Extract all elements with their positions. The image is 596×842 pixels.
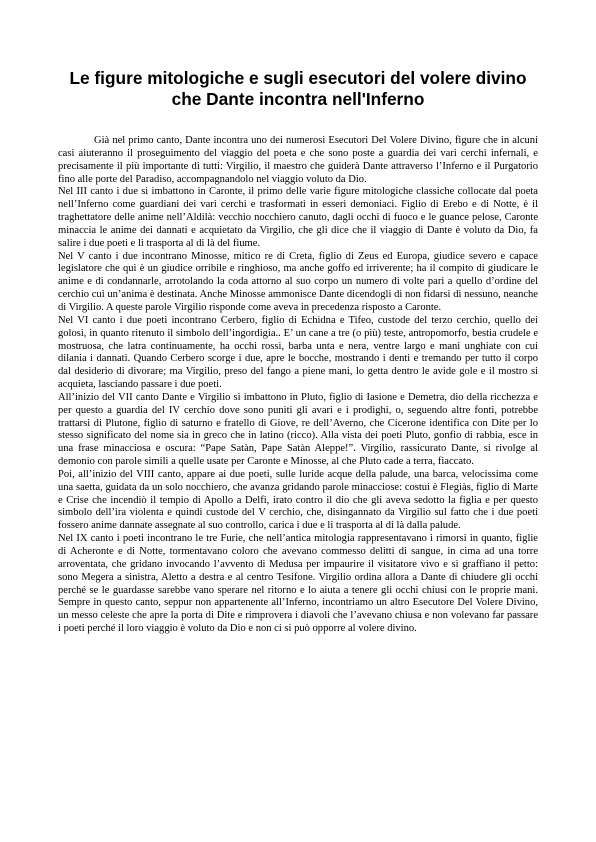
paragraph-canto-vi: Nel VI canto i due poeti incontrano Cerbero, figlio di Echidna e Tifeo, custode del terzo cerchio, quello dei golosi, in quanto ritenuto il simbolo dell’ingordigia.. E’ un cane a tre (o più) teste, antropomorfo, bestia crudele e mostruosa, che latra continuamente, ha occhi rossi, barba unta e nera, ventre largo e mani unghiate con cui dilania i dannati. Quando Cerbero scorge i due, apre le bocche, mostrando i denti e tremando per tutto il corpo dal desiderio di divorare; ma Virgilio, preso del fango a piene mani, lo getta dentro le avide gole e il mostro si acquieta, lasciando passare i due poeti. <box>58 314 538 391</box>
title-line-1: Le figure mitologiche e sugli esecutori del volere divino <box>69 68 527 88</box>
document-body <box>58 135 538 636</box>
paragraph-canto-ix: Nel IX canto i poeti incontrano le tre Furie, che nell’antica mitologia rappresentavano i rimorsi in quanto, figlie di Acheronte e di Notte, tormentavano coloro che avevano commesso delitti di sangue, in cima ad una torre arroventata, che gridano invocando l’avvento di Medusa per impaurire il visitatore vivo e si graffiano il petto: sono Megera a sinistra, Aletto a destra e al centro Tesifone. Virgilio ordina allora a Dante di chiudere gli occhi perché se le guardasse sarebbe vano sperare nel ritorno e lo aiuta a tenere gli occhi chiusi con le proprie mani. Sempre in questo canto, seppur non appartenente all’Inferno, incontriamo un altro Esecutore Del Volere Divino, un messo celeste che apre la porta di Dite e rimprovera i diavoli che l’avevano chiusa e non volevano far passare i poeti perché il loro viaggio è voluto da Dio e non ci si può opporre al volere divino. <box>58 533 538 635</box>
document-title <box>58 68 538 110</box>
paragraph-canto-v: Nel V canto i due incontrano Minosse, mitico re di Creta, figlio di Zeus ed Europa, giudice severo e capace legislatore che qui è un giudice orribile e ringhioso, ma anche goffo ed irriverente; ha il compito di giudicare le anime e di condannarle, arrotolando la coda attorno al suo corpo un numero di volte pari a quello d’ordine del cerchio cui un’anima è destinata. Anche Minosse ammonisce Dante dicendogli di non fidarsi di nessuno, neanche di Virgilio. A queste parole Virgilio risponde come aveva in precedenza risposto a Caronte. <box>58 250 538 313</box>
paragraph-intro: Già nel primo canto, Dante incontra uno dei numerosi Esecutori Del Volere Divino, figure che in alcuni casi aiuteranno il proseguimento del viaggio del poeta e che sono poste a guardia dei vari cerchi infernali, e precisamente il più importante di tutti: Virgilio, il maestro che guiderà Dante attraverso l’Inferno e il Purgatorio fino alle porte del Paradiso, accompagnandolo nel viaggio voluto da Dio. <box>58 135 538 185</box>
paragraph-canto-viii: Poi, all’inizio del VIII canto, appare ai due poeti, sulle luride acque della palude, una barca, velocissima come una saetta, guidata da un solo nocchiero, che avanza gridando parole minacciose: costui è Flegiàs, figlio di Marte e Crise che incendiò il tempio di Apollo a Delfi, irato contro il dio che gli aveva sedotto la figlia e per questo simbolo dell’ira violenta e quindi custode del V cerchio, che, disingannato da Virgilio sul fatto che i due poeti fossero anime dannate assegnate al suo controllo, carica i due e li trasporta al di là dalla palude. <box>58 468 538 532</box>
paragraph-canto-iii: Nel III canto i due si imbattono in Caronte, il primo delle varie figure mitologiche classiche collocate dal poeta nell’Inferno come guardiani dei vari cerchi e trasformati in esseri demoniaci. Figlio di Erebo e di Notte, è il traghettatore delle anime nell’Aldilà: vecchio nocchiero canuto, dagli occhi di fuoco e le guance pelose, Caronte minaccia le anime dei dannati e acquietato da Virgilio, che gli dice che il viaggio di Dante è voluto da Dio, fa salire i due poeti e li trasporta al di là del fiume. <box>58 186 538 249</box>
paragraph-canto-vii: All’inizio del VII canto Dante e Virgilio si imbattono in Pluto, figlio di Iasione e Demetra, dio della ricchezza e per questo a guardia del IV cerchio dove sono puniti gli avari e i prodighi, o, seguendo altre fonti, potrebbe trattarsi di Plutone, figlio di saturno e fratello di Giove, re dell’Averno, che Cicerone identifica con Dite per lo stesso significato del nome sia in greco che in latino (ricco). Alla vista dei poeti Pluto, gonfio di rabbia, esce in una frase minacciosa e oscura: “Pape Satàn, Pape Satàn Aleppe!”. Virgilio, rassicurato Dante, si rivolge al demonio con parole simili a quelle usate per Caronte e Minosse, al che Pluto cade a terra, fiaccato. <box>58 391 538 468</box>
title-line-2: che Dante incontra nell'Inferno <box>171 89 425 109</box>
